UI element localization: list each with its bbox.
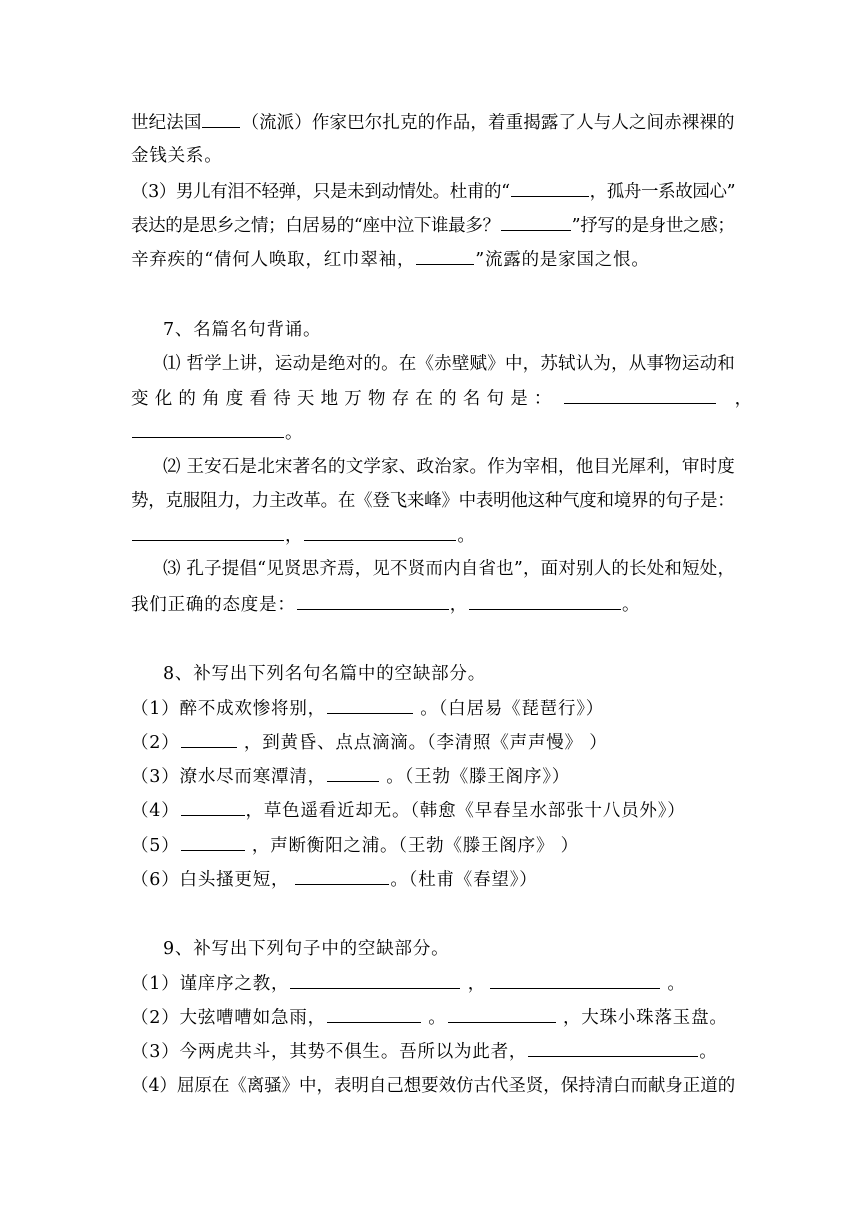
text: 辛弃疾的“倩何人唤取，红巾翠袖， (131, 250, 416, 270)
question-heading: 7、名篇名句背诵。 (163, 320, 322, 340)
text-line (131, 1039, 718, 1063)
text: ，草色遥看近却无。（韩愈《早春呈水部张十八员外》） (245, 801, 686, 821)
blank-field[interactable] (511, 179, 589, 197)
text-line (131, 110, 735, 134)
text: （流派）作家巴尔扎克的作品，着重揭露了人与人之间赤裸裸的 (241, 113, 735, 133)
text: （1）谨庠序之教， (131, 974, 290, 994)
blank-field[interactable] (564, 386, 716, 404)
text: （5） (131, 836, 180, 856)
text-line (131, 696, 604, 720)
text: 世纪法国 (131, 113, 202, 133)
blank-field[interactable] (304, 523, 456, 541)
text-line: 金钱关系。 (131, 146, 223, 166)
text: （4） (131, 801, 180, 821)
blank-field[interactable] (490, 971, 660, 989)
blank-field[interactable] (290, 971, 460, 989)
text-line: （4）屈原在《离骚》中，表明自己想要效仿古代圣贤，保持清白而献身正道的 (131, 1076, 736, 1096)
text-line: ⑶ 孔子提倡“见贤思齐焉，见不贤而内自省也”，面对别人的长处和短处， (163, 559, 736, 579)
text: （3）潦水尽而寒潭清， (131, 767, 326, 787)
blank-field[interactable] (448, 1005, 556, 1023)
blank-field[interactable] (132, 523, 284, 541)
text-line (131, 523, 476, 547)
text: 变化的角度看待天地万物存在的名句是： (131, 389, 558, 409)
text-line (131, 386, 752, 410)
text: 。 (699, 1042, 718, 1062)
text: 。（王勃《滕王阁序》） (379, 767, 571, 787)
text-line (131, 833, 579, 857)
text: （1）醉不成欢惨将别， (131, 699, 326, 719)
text-line (131, 867, 538, 891)
text: 。 (622, 595, 641, 615)
question-heading: 9、补写出下列句子中的空缺部分。 (163, 939, 450, 959)
text: 。（白居易《琵琶行》） (413, 699, 605, 719)
text: 我们正确的态度是： (131, 595, 296, 615)
text: ， (734, 389, 752, 409)
blank-field[interactable] (469, 592, 621, 610)
blank-field[interactable] (181, 798, 245, 816)
text-line (131, 592, 640, 616)
text: 。（杜甫《春望》） (390, 870, 538, 890)
blank-field[interactable] (416, 247, 474, 265)
text-line (131, 798, 686, 822)
text-line (131, 213, 735, 237)
text: ， (285, 526, 304, 546)
text: 。 (457, 526, 476, 546)
text-line (131, 247, 650, 271)
text-line (131, 420, 303, 444)
text: （2）大弦嘈嘈如急雨， (131, 1008, 326, 1028)
text-line (131, 764, 570, 788)
text: （2） (131, 733, 180, 753)
text-line (131, 179, 735, 203)
text: ，到黄昏、点点滴滴。（李清照《声声慢》 ） (237, 733, 608, 753)
text: ，声断衡阳之浦。（王勃《滕王阁序》 ） (245, 836, 579, 856)
text-line: 势，克服阻力，力主改革。在《登飞来峰》中表明他这种气度和境界的句子是： (131, 491, 735, 511)
blank-field[interactable] (132, 420, 284, 438)
text-line (131, 730, 608, 754)
text: ，孤舟一系故园心” (589, 182, 736, 202)
blank-field[interactable] (202, 110, 240, 128)
question-heading: 8、补写出下列名句名篇中的空缺部分。 (163, 664, 487, 684)
blank-field[interactable] (181, 833, 245, 851)
blank-field[interactable] (501, 213, 571, 231)
text: ， (449, 595, 469, 615)
text: 表达的是思乡之情；白居易的“座中泣下谁最多？ (131, 216, 500, 236)
text: 。 (421, 1008, 447, 1028)
text-line (131, 971, 686, 995)
blank-field[interactable] (528, 1039, 698, 1057)
text-line: ⑵ 王安石是北宋著名的文学家、政治家。作为宰相，他目光犀利，审时度 (163, 457, 735, 477)
text-line (131, 1005, 728, 1029)
text: 。 (285, 423, 304, 443)
text: （3）今两虎共斗，其势不俱生。吾所以为此者， (131, 1042, 528, 1062)
blank-field[interactable] (295, 867, 389, 885)
blank-field[interactable] (297, 592, 449, 610)
blank-field[interactable] (327, 764, 379, 782)
text: ， (461, 974, 487, 994)
text: ，大珠小珠落玉盘。 (556, 1008, 728, 1028)
text-line: ⑴ 哲学上讲，运动是绝对的。在《赤壁赋》中，苏轼认为，从事物运动和 (163, 354, 735, 374)
blank-field[interactable] (327, 696, 413, 714)
text: ”抒写的是身世之感； (571, 216, 735, 236)
text: ”流露的是家国之恨。 (475, 250, 650, 270)
text: （3）男儿有泪不轻弹，只是未到动情处。杜甫的“ (131, 182, 510, 202)
blank-field[interactable] (327, 1005, 421, 1023)
blank-field[interactable] (181, 730, 237, 748)
text: （6）白头搔更短， (131, 870, 290, 890)
text: 。 (661, 974, 686, 994)
